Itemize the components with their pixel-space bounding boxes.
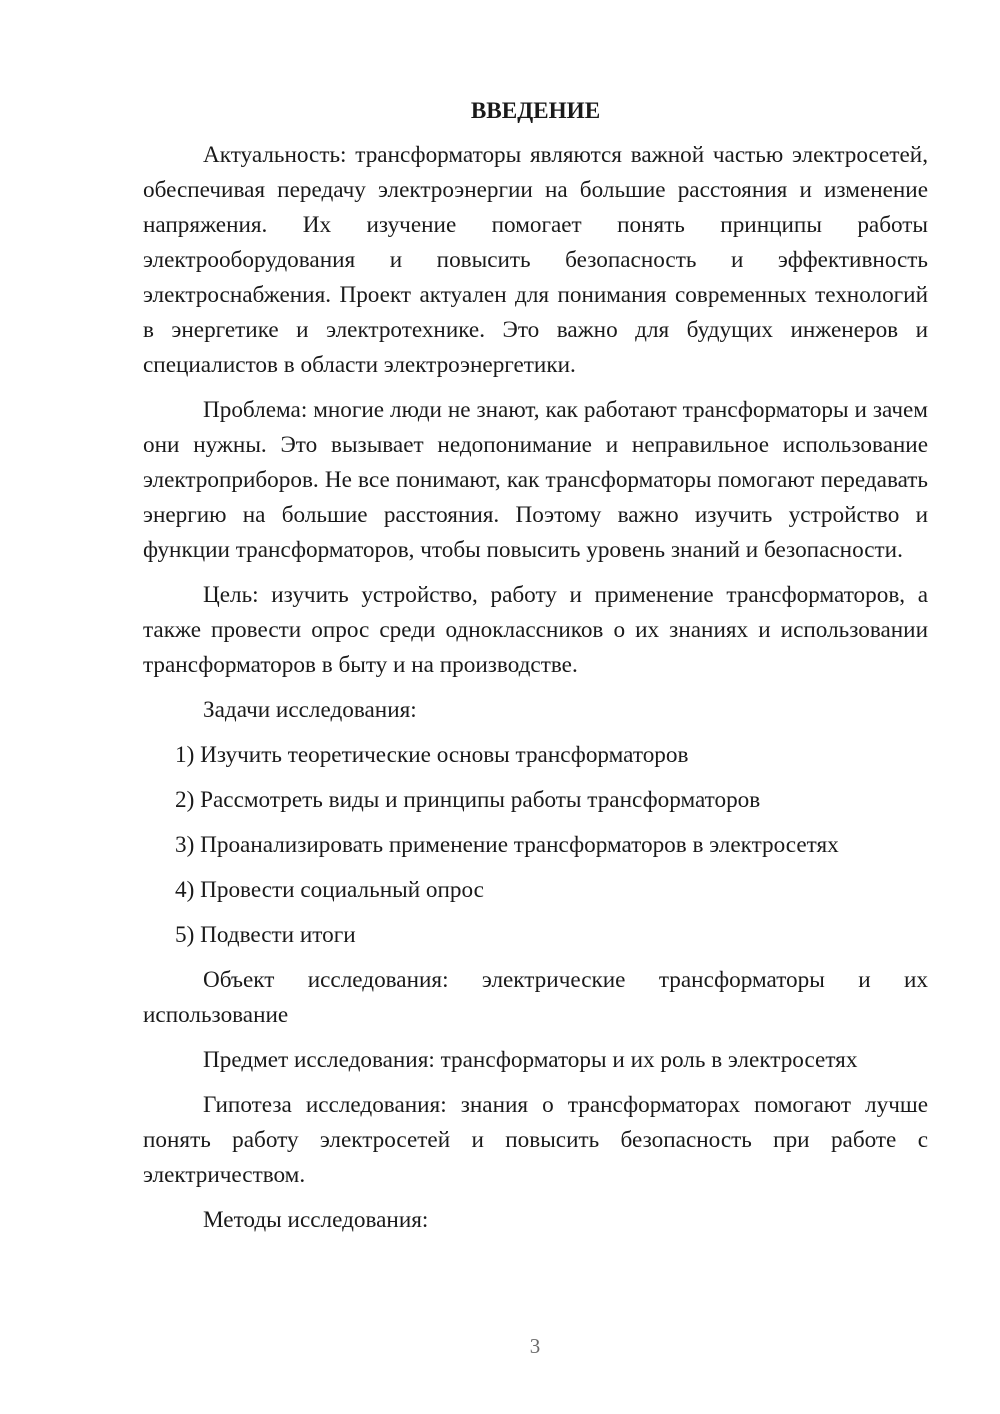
list-item: 1) Изучить теоретические основы трансформаторов (175, 742, 689, 768)
paragraph-object: Объект исследования: электрические трансформаторы и их использование (143, 967, 928, 1028)
tasks-heading: Задачи исследования: (203, 697, 417, 723)
list-item: 4) Провести социальный опрос (175, 877, 484, 903)
section-title: ВВЕДЕНИЕ (470, 98, 601, 124)
tasks-list (143, 738, 928, 953)
list-item: 5) Подвести итоги (175, 922, 356, 948)
methods-heading: Методы исследования: (203, 1207, 429, 1233)
page-content (143, 94, 928, 1248)
paragraph-problem: Проблема: многие люди не знают, как работают трансформаторы и зачем они нужны. Это вызывает недопонимание и неправильное использование электроприборов. Не все понимают, как трансформаторы помогают передавать энергию на большие расстояния. Поэтому важно изучить устройство и функции трансформаторов, чтобы повысить уровень знаний и безопасности. (143, 397, 928, 563)
page-number: 3 (529, 1334, 541, 1358)
list-item: 3) Проанализировать применение трансформаторов в электросетях (175, 832, 839, 858)
paragraph-relevance: Актуальность: трансформаторы являются важной частью электросетей, обеспечивая передачу электроэнергии на большие расстояния и изменение напряжения. Их изучение помогает понять принципы работы электрооборудования и повысить безопасность и эффективность электроснабжения. Проект актуален для понимания современных технологий в энергетике и электротехнике. Это важно для будущих инженеров и специалистов в области электроэнергетики. (143, 142, 928, 378)
paragraph-goal: Цель: изучить устройство, работу и применение трансформаторов, а также провести опрос среди одноклассников о их знаниях и использовании трансформаторов в быту и на производстве. (143, 582, 928, 678)
paragraph-hypothesis: Гипотеза исследования: знания о трансформаторах помогают лучше понять работу электросетей и повысить безопасность при работе с электричеством. (143, 1092, 928, 1188)
paragraph-subject: Предмет исследования: трансформаторы и их роль в электросетях (203, 1047, 858, 1073)
list-item: 2) Рассмотреть виды и принципы работы трансформаторов (175, 787, 761, 813)
